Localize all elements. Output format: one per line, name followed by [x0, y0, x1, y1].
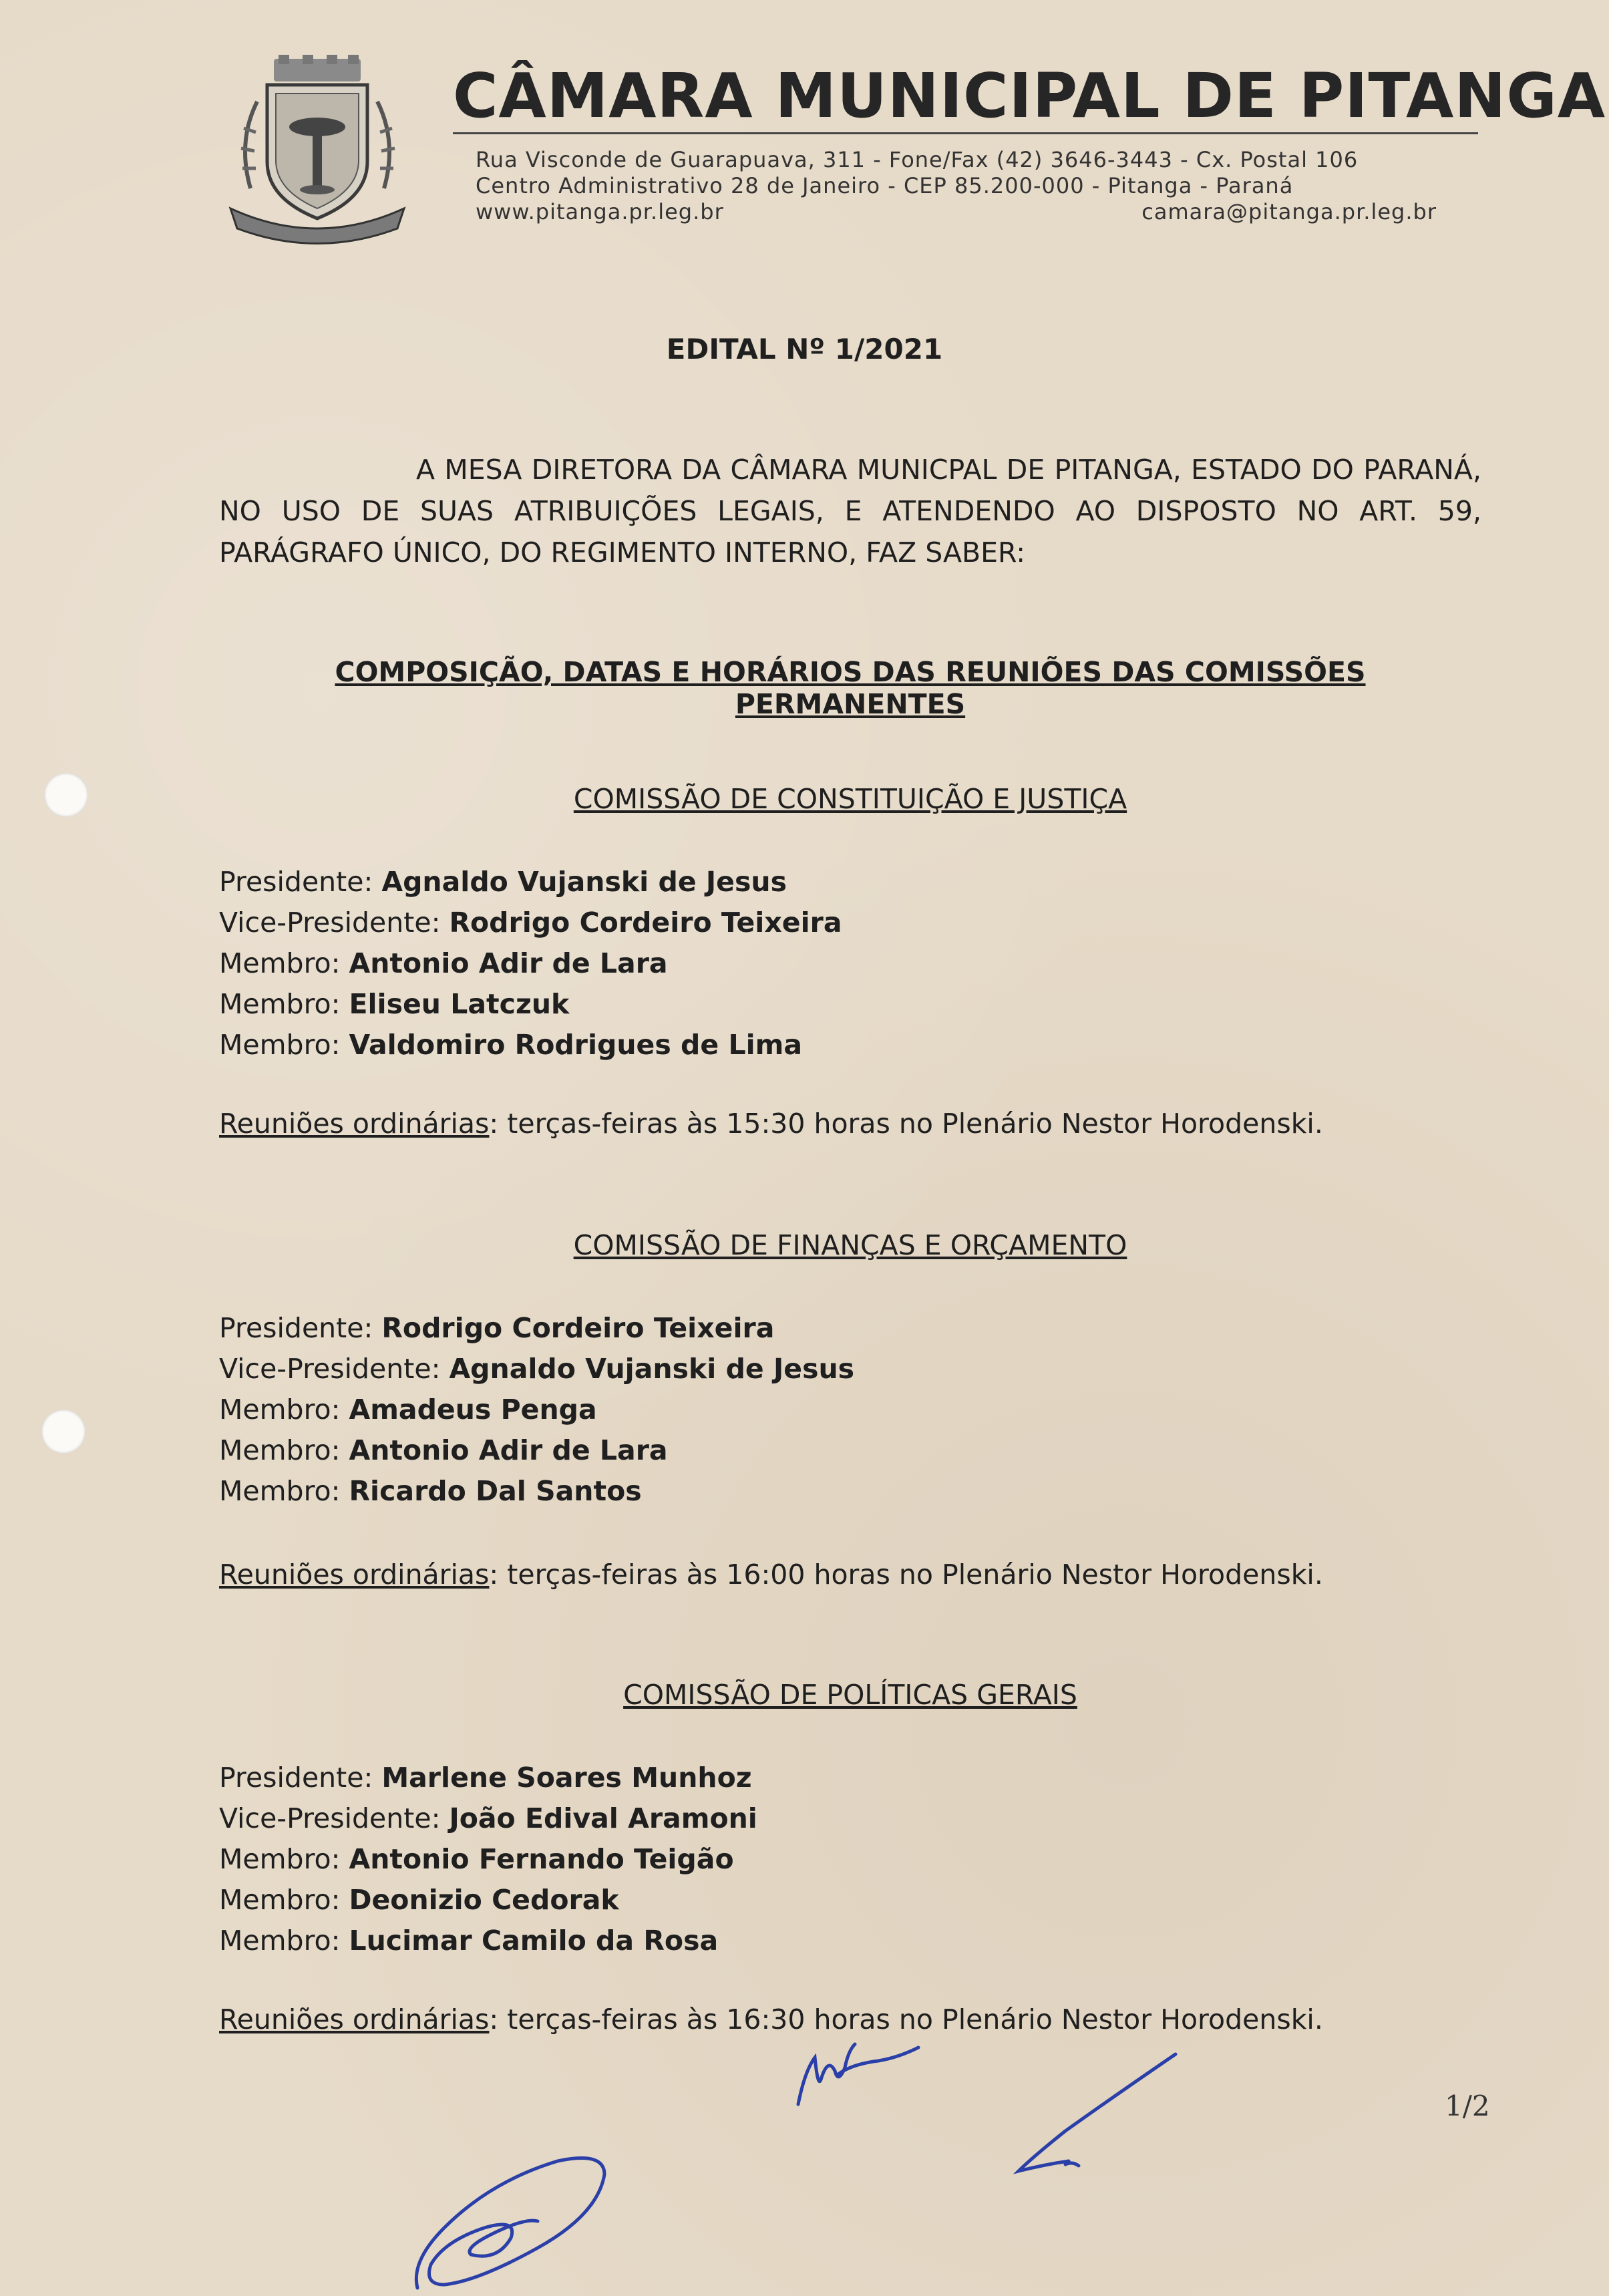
- member-role: Membro:: [219, 1029, 341, 1061]
- member-row: [219, 984, 1481, 1025]
- commission-members-cj: [219, 862, 1481, 1065]
- institution-title: CÂMARA MUNICIPAL DE PITANGA: [453, 60, 1606, 132]
- member-row: [219, 1349, 1481, 1389]
- commission-title-fo: COMISSÃO DE FINANÇAS E ORÇAMENTO: [573, 1229, 1127, 1261]
- member-row: [219, 1471, 1481, 1512]
- commission-title-pg: COMISSÃO DE POLÍTICAS GERAIS: [623, 1679, 1077, 1711]
- member-name: Marlene Soares Munhoz: [381, 1762, 752, 1794]
- meeting-text: : terças-feiras às 16:30 horas no Plenário Nestor Horodenski.: [489, 2003, 1323, 2035]
- member-name: Antonio Fernando Teigão: [349, 1843, 734, 1875]
- meeting-label: Reuniões ordinárias: [219, 1559, 490, 1591]
- member-row: [219, 943, 1481, 984]
- commission-members-pg: [219, 1758, 1481, 1961]
- member-row: [219, 1308, 1481, 1349]
- member-name: Rodrigo Cordeiro Teixeira: [449, 907, 842, 939]
- member-row: [219, 1839, 1481, 1880]
- edital-title: EDITAL Nº 1/2021: [666, 333, 943, 365]
- member-row: [219, 1025, 1481, 1065]
- meeting-schedule-fo: [219, 1559, 1481, 1591]
- member-name: Agnaldo Vujanski de Jesus: [381, 866, 787, 898]
- member-role: Presidente:: [219, 1762, 373, 1794]
- punch-hole-bottom: [41, 1410, 85, 1454]
- address-line-1: Rua Visconde de Guarapuava, 311 - Fone/Fax (42) 3646-3443 - Cx. Postal 106: [476, 147, 1359, 172]
- member-name: João Edival Aramoni: [449, 1802, 757, 1834]
- member-row: [219, 1798, 1481, 1839]
- meeting-schedule-cj: [219, 1108, 1481, 1140]
- member-name: Agnaldo Vujanski de Jesus: [449, 1353, 855, 1385]
- intro-paragraph: A MESA DIRETORA DA CÂMARA MUNICPAL DE PITANGA, ESTADO DO PARANÁ, NO USO DE SUAS ATRIBUIÇÕES LEGAIS, E ATENDENDO AO DISPOSTO NO ART. 59, PARÁGRAFO ÚNICO, DO REGIMENTO INTERNO, FAZ SABER:: [219, 454, 1481, 568]
- member-role: Presidente:: [219, 866, 373, 898]
- member-name: Antonio Adir de Lara: [349, 947, 668, 979]
- member-role: Vice-Presidente:: [219, 1802, 441, 1834]
- page-number: 1/2: [1445, 2090, 1490, 2122]
- signature-initials-2: [1005, 2044, 1186, 2178]
- member-role: Membro:: [219, 1434, 341, 1466]
- member-row: [219, 1921, 1481, 1961]
- member-role: Presidente:: [219, 1312, 373, 1344]
- member-role: Membro:: [219, 1843, 341, 1875]
- member-role: Membro:: [219, 988, 341, 1020]
- main-heading: COMPOSIÇÃO, DATAS E HORÁRIOS DAS REUNIÕES DAS COMISSÕES PERMANENTES: [335, 656, 1366, 720]
- member-name: Antonio Adir de Lara: [349, 1434, 668, 1466]
- member-name: Rodrigo Cordeiro Teixeira: [381, 1312, 775, 1344]
- member-name: Eliseu Latczuk: [349, 988, 570, 1020]
- member-role: Vice-Presidente:: [219, 1353, 441, 1385]
- meeting-text: : terças-feiras às 16:00 horas no Plenário Nestor Horodenski.: [489, 1559, 1323, 1591]
- email-link[interactable]: camara@pitanga.pr.leg.br: [1141, 199, 1437, 224]
- website-link[interactable]: www.pitanga.pr.leg.br: [476, 199, 724, 224]
- member-row: [219, 903, 1481, 943]
- member-name: Deonizio Cedorak: [349, 1884, 619, 1916]
- punch-hole-top: [44, 773, 88, 817]
- coat-of-arms-icon: [217, 55, 417, 249]
- member-role: Membro:: [219, 1925, 341, 1957]
- member-role: Membro:: [219, 1393, 341, 1426]
- member-row: [219, 862, 1481, 903]
- member-role: Membro:: [219, 1475, 341, 1507]
- member-name: Amadeus Penga: [349, 1393, 597, 1426]
- member-row: [219, 1389, 1481, 1430]
- member-name: Valdomiro Rodrigues de Lima: [349, 1029, 803, 1061]
- member-role: Vice-Presidente:: [219, 907, 441, 939]
- signature-initials-1: [791, 2031, 925, 2111]
- meeting-label: Reuniões ordinárias: [219, 1108, 490, 1140]
- title-divider: [453, 132, 1478, 134]
- meeting-label: Reuniões ordinárias: [219, 2003, 490, 2035]
- member-row: [219, 1758, 1481, 1798]
- commission-members-fo: [219, 1308, 1481, 1512]
- commission-title-cj: COMISSÃO DE CONSTITUIÇÃO E JUSTIÇA: [573, 783, 1127, 815]
- member-row: [219, 1430, 1481, 1471]
- member-name: Ricardo Dal Santos: [349, 1475, 642, 1507]
- member-role: Membro:: [219, 947, 341, 979]
- address-line-2: Centro Administrativo 28 de Janeiro - CEP 85.200-000 - Pitanga - Paraná: [476, 173, 1294, 198]
- meeting-text: : terças-feiras às 15:30 horas no Plenário Nestor Horodenski.: [489, 1108, 1323, 1140]
- member-row: [219, 1880, 1481, 1921]
- signature-main: [404, 2148, 618, 2296]
- member-name: Lucimar Camilo da Rosa: [349, 1925, 719, 1957]
- member-role: Membro:: [219, 1884, 341, 1916]
